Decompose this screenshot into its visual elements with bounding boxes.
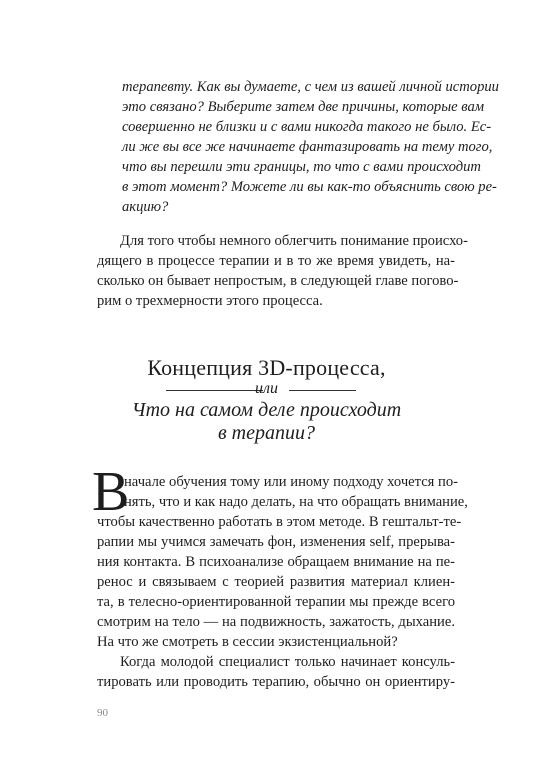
chapter-subtitle-line: Что на самом деле происходит bbox=[131, 399, 402, 421]
heading-or-word: или bbox=[255, 380, 278, 397]
book-page: терапевту. Как вы думаете, с чем из вашей личной истории это связано? Выберите затем две причины, которые вам совершенно не близки и с вами никогда такого не было. Ес- ли же вы все же начинаете фантазировать на тему того, что вы перешли эти границы, то что с вами происходит в этот момент? Можете ли вы как-то объяснить свою ре- акцию? Для того чтобы немного облегчить понимание происхо- дящего в процессе терапии и в то же время увидеть, на- сколько он бывает непростым, в следующей главе погово- рим о трехмерности этого процесса. Концепция 3D-процесса, или Что на самом деле происходит в терапии? В начале обучения тому или иному подходу хочется по- нять, что и как надо делать, на что обращать внимание, чтобы качественно работать в этом методе. В гештальт-те- рапии мы учимся замечать фон, изменения self, прерыва- ния контакта. В психоанализе обращаем внимание на пе- ренос и связываем с теорией развития материал клиен- та, в телесно-ориентированной терапии мы прежде всего смотрим на тело — на подвижность, зажатость, дыхание. На что же смотреть в сессии экзистенциальной? Когда молодой специалист только начинает консуль- тировать или проводить терапию, обычно он ориентиру- 90 bbox=[0, 0, 533, 765]
drop-cap-letter: В bbox=[92, 461, 130, 523]
heading-rule-right bbox=[289, 390, 356, 391]
chapter-subtitle-line: в терапии? bbox=[217, 422, 315, 444]
page-number: 90 bbox=[97, 707, 108, 719]
chapter-title: Концепция 3D-процесса, bbox=[147, 355, 386, 380]
